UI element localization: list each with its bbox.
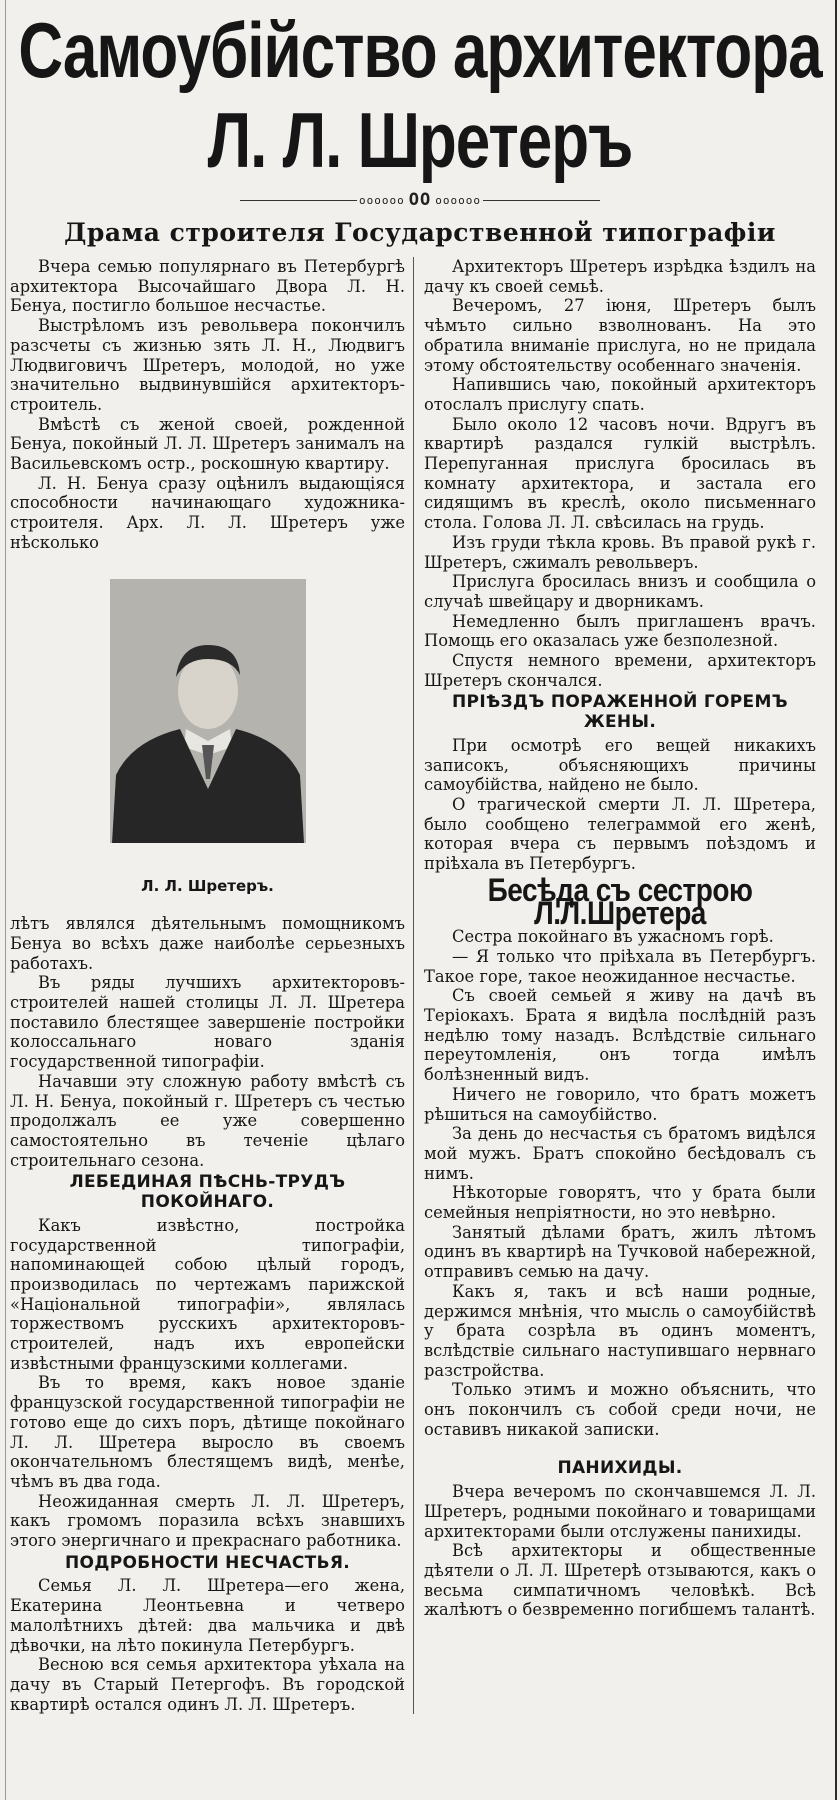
section-swan-song-body [10, 1216, 405, 1551]
portrait-photo [110, 579, 306, 843]
paragraph: Прислуга бросилась внизъ и сообщила о случаѣ швейцару и дворникамъ. [424, 572, 816, 611]
paragraph: Въ ряды лучшихъ архитекторовъ-строителей нашей столицы Л. Л. Шретера поставило блестящее завершеніе постройки колоссальнаго новаго зданія государственной типографіи. [10, 973, 405, 1072]
paragraph: Весною вся семья архитектора уѣхала на дачу въ Старый Петергофъ. Въ городской квартирѣ остался одинъ Л. Л. Шретеръ. [10, 1655, 405, 1714]
paragraph: Какъ я, такъ и всѣ наши родные, держимся мнѣнія, что мысль о самоубійствѣ у брата созрѣла въ одинъ моментъ, вслѣдствіе сильнаго наступившаго нервнаго разстройства. [424, 1281, 816, 1380]
page-right-edge [835, 0, 837, 1800]
paragraph: Семья Л. Л. Шретера—его жена, Екатерина Леонтьевна и четверо малолѣтнихъ дѣтей: два мальчика и двѣ дѣвочки, на лѣто покинула Петербургъ. [10, 1576, 405, 1655]
paragraph: Занятый дѣлами братъ, жилъ лѣтомъ одинъ въ квартирѣ на Тучковой набережной, отправивъ семью на дачу. [424, 1222, 816, 1282]
paragraph: При осмотрѣ его вещей никакихъ записокъ, объясняющихъ причины самоубійства, найдено не было. [424, 735, 816, 795]
ornament-rule-left [240, 200, 357, 201]
paragraph: Вчера вечеромъ по скончавшемся Л. Л. Шретеръ, родными покойнаго и товарищами архитекторами были отслужены панихиды. [424, 1482, 816, 1541]
paragraph: Ничего не говорило, что братъ можетъ рѣшиться на самоубійство. [424, 1084, 816, 1124]
paragraph: Вечеромъ, 27 іюня, Шретеръ былъ чѣмъто сильно взволнованъ. На это обратила вниманіе прислуга, но не придала этому обстоятельству особеннаго значенія. [424, 296, 816, 375]
paragraph: Архитекторъ Шретеръ изрѣдка ѣздилъ на дачу къ своей семьѣ. [424, 257, 816, 296]
section-heading-sister-talk: Бесѣда съ сестрою Л.Л.Шретера [487, 871, 753, 931]
paragraph: — Я только что пріѣхала въ Петербургъ. Такое горе, такое неожиданное несчастье. [424, 946, 816, 986]
section-details-body [10, 1576, 405, 1714]
paragraph: Только этимъ и можно объяснить, что онъ покончилъ съ собой среди ночи, не оставивъ никакой записки. [424, 1380, 816, 1439]
paragraph: Л. Н. Бенуа сразу оцѣнилъ выдающіяся способности начинающаго художника-строителя. Арх. Л. Л. Шретеръ уже нѣсколько [10, 473, 405, 552]
section-heading-details: ПОДРОБНОСТИ НЕСЧАСТЬЯ. [65, 1552, 350, 1573]
ornament-dots-left: оооооо [359, 193, 405, 207]
paragraph: Изъ груди тѣкла кровь. Въ правой рукѣ г. Шретеръ, сжималъ револьверъ. [424, 532, 816, 572]
ornament-rule-right [483, 200, 600, 201]
right-column [413, 257, 816, 1714]
ornament-center: ОО [408, 190, 432, 210]
paragraph: Какъ извѣстно, постройка государственной типографіи, напоминающей собою цѣлый городъ, производилась по чертежамъ парижской «Національной типографіи», являлась торжествомъ русскихъ архитекторовъ-строителей, надъ ихъ европейски извѣстными французскими коллегами. [10, 1215, 405, 1373]
paragraph: Немедленно былъ приглашенъ врачъ. Помощь его оказалась уже безполезной. [424, 611, 816, 651]
headline-line-1: Самоубійство архитектора [18, 8, 822, 95]
subheadline: Драма строителя Государственной типографіи [64, 218, 776, 247]
paragraph: О трагической смерти Л. Л. Шретера, было сообщено телеграммой его женѣ, которая вчера съ первымъ поѣздомъ и пріѣхала въ Петербургъ. [424, 794, 816, 874]
page-left-edge [5, 0, 6, 1800]
paragraph: Съ своей семьей я живу на дачѣ въ Теріокахъ. Брата я видѣла послѣдній разъ недѣлю тому назадъ. Вслѣдствіе сильнаго переутомленія, онъ тогда имѣлъ болѣзненный видъ. [424, 986, 816, 1085]
paragraph: лѣтъ являлся дѣятельнымъ помощникомъ Бенуа во всѣхъ даже наиболѣе серьезныхъ работахъ. [10, 914, 405, 973]
left-paragraphs-top [10, 257, 405, 553]
ornament-divider [240, 190, 600, 210]
paragraph: Въ то время, какъ новое зданіе французской государственной типографіи не готово еще до сихъ поръ, дѣтище покойнаго Л. Л. Шретера выросло въ своемъ окончательномъ блестящемъ видѣ, менѣе, чѣмъ въ два года. [10, 1373, 405, 1491]
ornament-dots-right: оооооо [435, 193, 481, 207]
portrait-figure [10, 579, 405, 897]
left-column [10, 257, 413, 1714]
paragraph: Сестра покойнаго въ ужасномъ горѣ. [452, 927, 774, 947]
section-heading-wife-arrival: ПРІѢЗДЪ ПОРАЖЕННОЙ ГОРЕМЪ ЖЕНЫ. [452, 692, 788, 733]
section-wife-arrival-body [424, 736, 816, 874]
paragraph: Вчера семью популярнаго въ Петербургѣ архитектора Высочайшаго Двора Л. Н. Бенуа, постигло большое несчастье. [10, 257, 405, 316]
paragraph: Неожиданная смерть Л. Л. Шретеръ, какъ громомъ поразила всѣхъ знавшихъ этого энергичнаго и прекраснаго работника. [10, 1491, 405, 1551]
paragraph: Напившись чаю, покойный архитекторъ отослалъ прислугу спать. [424, 375, 816, 414]
paragraph: Спустя немного времени, архитекторъ Шретеръ скончался. [424, 651, 816, 690]
paragraph: Нѣкоторые говорятъ, что у брата были семейныя непріятности, но это невѣрно. [424, 1183, 816, 1223]
headline-line-2: Л. Л. Шретеръ [207, 98, 633, 185]
headline [10, 8, 830, 186]
section-memorial-body [424, 1482, 816, 1620]
section-heading-swan-song: ЛЕБЕДИНАЯ ПѢСНЬ-ТРУДЪ ПОКОЙНАГО. [69, 1172, 346, 1213]
paragraph: Было около 12 часовъ ночи. Вдругъ въ квартирѣ раздался гулкій выстрѣлъ. Перепуганная прислуга бросилась въ комнату архитектора, и застала его сидящимъ въ креслѣ, около письменнаго стола. Голова Л. Л. свѣсилась на грудь. [424, 414, 816, 533]
paragraph: Всѣ архитекторы и общественные дѣятели о Л. Л. Шретерѣ отзываются, какъ о весьма симпатичномъ человѣкѣ. Всѣ жалѣютъ о безвременно погибшемъ талантѣ. [424, 1541, 816, 1620]
section-sister-talk-body [424, 927, 816, 1439]
section-heading-memorial: ПАНИХИДЫ. [557, 1458, 683, 1479]
paragraph: Начавши эту сложную работу вмѣстѣ съ Л. Н. Бенуа, покойный г. Шретеръ съ честью продолжалъ ее уже совершенно самостоятельно въ теченіе цѣлаго строительнаго сезона. [10, 1071, 405, 1170]
article-columns [10, 257, 830, 1714]
right-paragraphs-top [424, 257, 816, 690]
paragraph: За день до несчастья съ братомъ видѣлся мой мужъ. Братъ спокойно бесѣдовалъ съ нимъ. [424, 1124, 816, 1183]
paragraph: Вмѣстѣ съ женой своей, рожденной Бенуа, покойный Л. Л. Шретеръ занималъ на Васильевскомъ остр., роскошную квартиру. [10, 414, 405, 474]
left-paragraphs-mid [10, 914, 405, 1170]
paragraph: Выстрѣломъ изъ револьвера покончилъ разсчеты съ жизнью зять Л. Н., Людвигъ Людвиговичъ Шретеръ, молодой, но уже значительно выдвинувшійся архитекторъ-строитель. [10, 316, 405, 414]
photo-caption: Л. Л. Шретеръ. [141, 876, 274, 895]
